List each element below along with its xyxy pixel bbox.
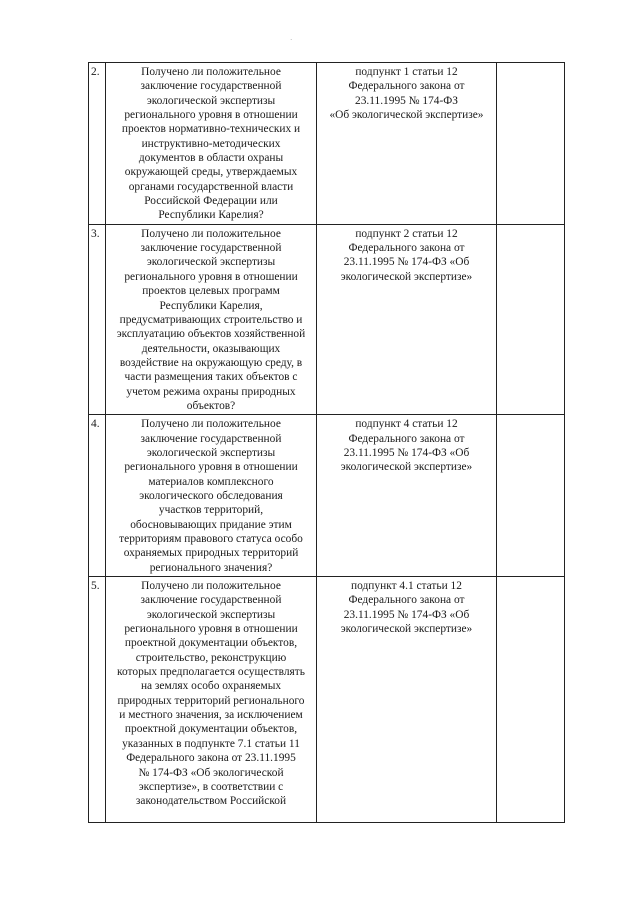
table-row	[89, 224, 565, 414]
question-line: регионального уровня в отношении	[124, 461, 298, 474]
question-line: Получено ли положительное	[141, 227, 281, 240]
question-line: территориям правового статуса особо	[119, 533, 303, 545]
table-row	[89, 415, 565, 577]
item-number: 2.	[89, 63, 106, 225]
question-line: экологического обследования	[139, 489, 283, 502]
question-line: предусматривающих строительство и	[119, 313, 303, 326]
question-line: указанных в подпункте 7.1 статьи 11	[122, 737, 300, 750]
reference-line: экологической экспертизе»	[340, 623, 473, 636]
reference-line: 23.11.1995 № 174-ФЗ «Об	[343, 446, 470, 459]
legal-reference-cell	[317, 415, 497, 577]
question-line: заключение государственной	[140, 594, 282, 607]
checklist-table	[88, 62, 565, 823]
question-line: проектной документации объектов,	[124, 723, 298, 736]
question-line: документов в области охраны	[138, 152, 284, 165]
checklist-body	[89, 63, 565, 823]
question-line: материалов комплексного	[148, 475, 274, 488]
reference-line: подпункт 4 статьи 12	[355, 418, 458, 431]
reference-line: 23.11.1995 № 174-ФЗ «Об	[343, 256, 470, 269]
question-line: строительство, реконструкцию	[135, 651, 287, 664]
question-line: воздействие на окружающую среду, в	[119, 356, 303, 369]
question-line: экологической экспертизы	[146, 608, 276, 621]
question-line: регионального уровня в отношении	[124, 109, 298, 122]
question-line: и местного значения, за исключением	[119, 709, 303, 722]
question-line: Российской Федерации или	[144, 195, 278, 208]
page-mark: ·	[290, 36, 293, 44]
reference-line: Федерального закона от	[348, 594, 465, 607]
reference-line: экологической экспертизе»	[340, 461, 473, 474]
question-line: экологической экспертизы	[146, 256, 276, 269]
reference-line: Федерального закона от	[348, 432, 465, 445]
question-line: Получено ли положительное	[141, 418, 281, 431]
question-line: эксплуатацию объектов хозяйственной	[116, 328, 306, 341]
answer-cell	[497, 577, 565, 823]
reference-line: подпункт 2 статьи 12	[355, 227, 458, 240]
question-line: заключение государственной	[140, 242, 282, 255]
item-number: 3.	[89, 224, 106, 414]
question-line: заключение государственной	[140, 80, 282, 93]
answer-cell	[497, 224, 565, 414]
reference-line: 23.11.1995 № 174-ФЗ «Об	[343, 608, 470, 621]
reference-line: Федерального закона от	[348, 242, 465, 255]
question-line: проектов целевых программ	[142, 285, 280, 298]
question-cell	[106, 415, 317, 577]
legal-reference-cell	[317, 63, 497, 225]
question-line: экологической экспертизы	[146, 94, 276, 107]
reference-line: подпункт 4.1 статьи 12	[351, 580, 462, 593]
reference-line: Федерального закона от	[348, 80, 465, 93]
question-line: регионального значения?	[149, 561, 273, 574]
reference-line: экологической экспертизе»	[340, 270, 473, 283]
question-line: объектов?	[186, 399, 236, 412]
item-number: 5.	[89, 577, 106, 823]
row-continuation-space	[108, 809, 314, 821]
question-line: Получено ли положительное	[141, 580, 281, 593]
reference-line: 23.11.1995 № 174-ФЗ	[355, 94, 458, 107]
question-line: законодательством Российской	[135, 795, 287, 808]
question-cell	[106, 577, 317, 823]
question-line: деятельности, оказывающих	[141, 342, 281, 355]
answer-cell	[497, 63, 565, 225]
reference-line: «Об экологической экспертизе»	[329, 109, 484, 122]
question-line: обосновывающих придание этим	[130, 518, 292, 531]
table-row	[89, 63, 565, 225]
question-line: экспертизе», в соответствии с	[138, 780, 284, 793]
question-line: инструктивно-методических	[141, 137, 281, 150]
question-line: проектной документации объектов,	[124, 637, 298, 650]
question-line: Федерального закона от 23.11.1995	[126, 752, 296, 765]
question-line: которых предполагается осуществлять	[117, 666, 305, 679]
reference-line: подпункт 1 статьи 12	[355, 66, 458, 78]
table-row	[89, 577, 565, 823]
question-line: на землях особо охраняемых	[140, 680, 282, 693]
question-line: природных территорий регионального	[117, 694, 305, 707]
item-number: 4.	[89, 415, 106, 577]
question-line: № 174-ФЗ «Об экологической	[138, 766, 284, 779]
question-line: Республики Карелия?	[158, 209, 264, 222]
legal-reference-cell	[317, 577, 497, 823]
question-line: регионального уровня в отношении	[124, 623, 298, 636]
question-cell	[106, 63, 317, 225]
question-line: органами государственной власти	[128, 180, 294, 193]
question-line: учетом режима охраны природных	[126, 385, 296, 398]
answer-cell	[497, 415, 565, 577]
question-line: экологической экспертизы	[146, 446, 276, 459]
question-line: окружающей среды, утверждаемых	[124, 166, 298, 179]
question-line: части размещения таких объектов с	[124, 371, 298, 384]
question-line: регионального уровня в отношении	[124, 270, 298, 283]
legal-reference-cell	[317, 224, 497, 414]
question-cell	[106, 224, 317, 414]
question-line: Республики Карелия,	[159, 299, 263, 312]
question-line: проектов нормативно-технических и	[121, 123, 301, 136]
question-line: охраняемых природных территорий	[123, 547, 299, 560]
question-line: участков территорий,	[158, 504, 264, 517]
question-line: заключение государственной	[140, 432, 282, 445]
question-line: Получено ли положительное	[141, 66, 281, 78]
